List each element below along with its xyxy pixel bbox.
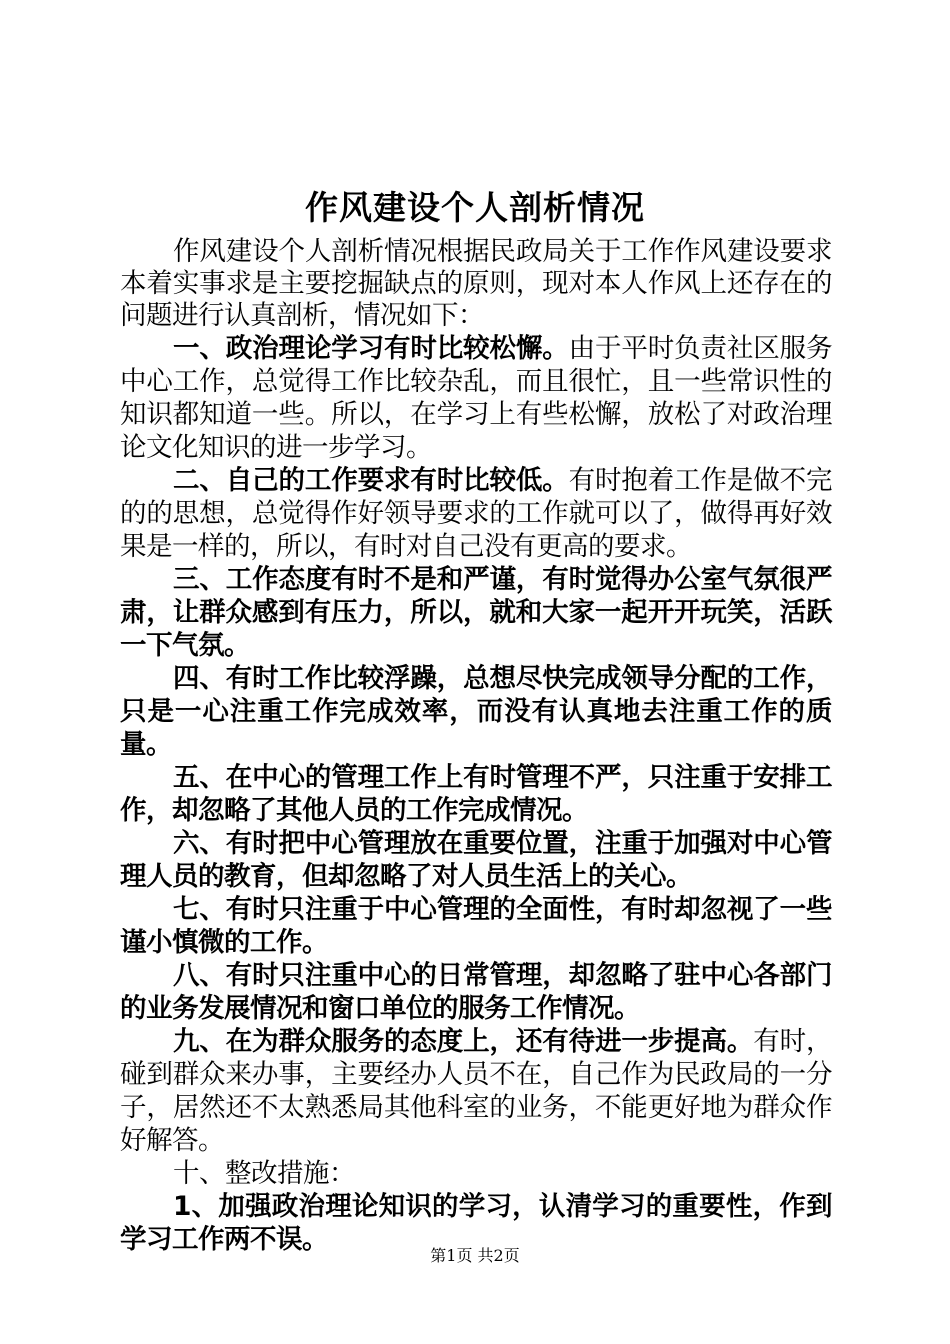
item-11-lead: 1、加强政治理论知识的学习，认清学习的重要性，作到学习工作两不误。: [120, 1191, 832, 1255]
item-9-text: 有时，碰到群众来办事，主要经办人员不在，自己作为民政局的一分子，居然还不太熟悉局其他科室的业务，不能更好地为群众作好解答。: [120, 1026, 832, 1156]
item-3: [120, 563, 832, 662]
item-10-text: 十、整改措施：: [173, 1158, 355, 1189]
item-2: [120, 464, 832, 563]
item-6-lead: 六、有时把中心管理放在重要位置，注重于加强对中心管理人员的教育，但却忽略了对人员生活上的关心。: [120, 828, 832, 892]
page-title: 作风建设个人剖析情况: [305, 188, 645, 227]
item-2-lead: 二、自己的工作要求有时比较低。: [173, 465, 569, 496]
item-6: [120, 827, 832, 893]
page-number: 第1页: [430, 1246, 473, 1265]
item-1-text: 由于平时负责社区服务中心工作，总觉得工作比较杂乱，而且很忙，且一些常识性的知识都知道一些。所以，在学习上有些松懈，放松了对政治理论文化知识的进一步学习。: [120, 333, 832, 463]
item-1: [120, 332, 832, 464]
document-body: [120, 236, 832, 1256]
page-footer: [0, 1246, 950, 1266]
item-5-lead: 五、在中心的管理工作上有时管理不严，只注重于安排工作，却忽略了其他人员的工作完成情况。: [120, 762, 832, 826]
item-8: [120, 959, 832, 1025]
item-7-lead: 七、有时只注重于中心管理的全面性，有时却忽视了一些谨小慎微的工作。: [120, 894, 832, 958]
item-10: [120, 1157, 832, 1190]
item-3-lead: 三、工作态度有时不是和严谨，有时觉得办公室气氛很严肃，让群众感到有压力，所以，就和大家一起开开玩笑，活跃一下气氛。: [120, 564, 832, 661]
item-4: [120, 662, 832, 761]
item-7: [120, 893, 832, 959]
item-9-lead: 九、在为群众服务的态度上，还有待进一步提高。: [173, 1026, 754, 1057]
item-1-lead: 一、政治理论学习有时比较松懈。: [173, 333, 569, 364]
item-8-lead: 八、有时只注重中心的日常管理，却忽略了驻中心各部门的业务发展情况和窗口单位的服务工作情况。: [120, 960, 832, 1024]
item-4-lead: 四、有时工作比较浮躁，总想尽快完成领导分配的工作，只是一心注重工作完成效率，而没有认真地去注重工作的质量。: [120, 663, 832, 760]
item-9: [120, 1025, 832, 1157]
item-2-text: 有时抱着工作是做不完的的思想，总觉得作好领导要求的工作就可以了，做得再好效果是一样的，所以，有时对自己没有更高的要求。: [120, 465, 832, 562]
intro-paragraph: 作风建设个人剖析情况根据民政局关于工作作风建设要求本着实事求是主要挖掘缺点的原则，现对本人作风上还存在的问题进行认真剖析，情况如下：: [120, 236, 832, 331]
page-total: 共2页: [477, 1246, 520, 1265]
item-5: [120, 761, 832, 827]
